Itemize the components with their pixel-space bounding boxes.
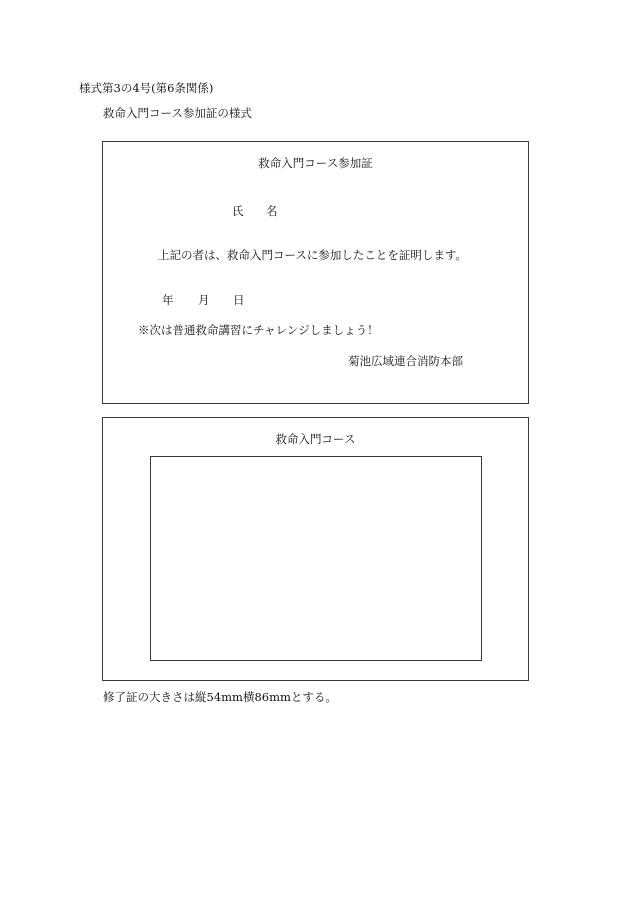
form-title: 救命入門コース参加証の様式 <box>103 106 252 120</box>
certificate-statement: 上記の者は、救命入門コースに参加したことを証明します。 <box>158 248 468 262</box>
certificate-front-box <box>102 141 529 404</box>
date-year-label: 年 <box>162 293 174 307</box>
name-label-first-char: 氏 <box>232 204 244 218</box>
date-month-label: 月 <box>198 293 210 307</box>
name-label-second-char: 名 <box>266 204 278 218</box>
date-day-label: 日 <box>233 293 245 307</box>
certificate-issuer: 菊池広域連合消防本部 <box>348 354 463 368</box>
size-footnote: 修了証の大きさは縦54mm横86mmとする。 <box>103 690 337 704</box>
back-side-inner-frame <box>150 456 482 661</box>
certificate-note: ※次は普通救命講習にチャレンジしましょう！ <box>138 323 379 337</box>
certificate-back-box <box>102 417 529 681</box>
form-number: 様式第3の4号(第6条関係) <box>79 81 214 95</box>
certificate-title: 救命入門コース参加証 <box>258 156 373 170</box>
back-side-title: 救命入門コース <box>275 432 356 446</box>
